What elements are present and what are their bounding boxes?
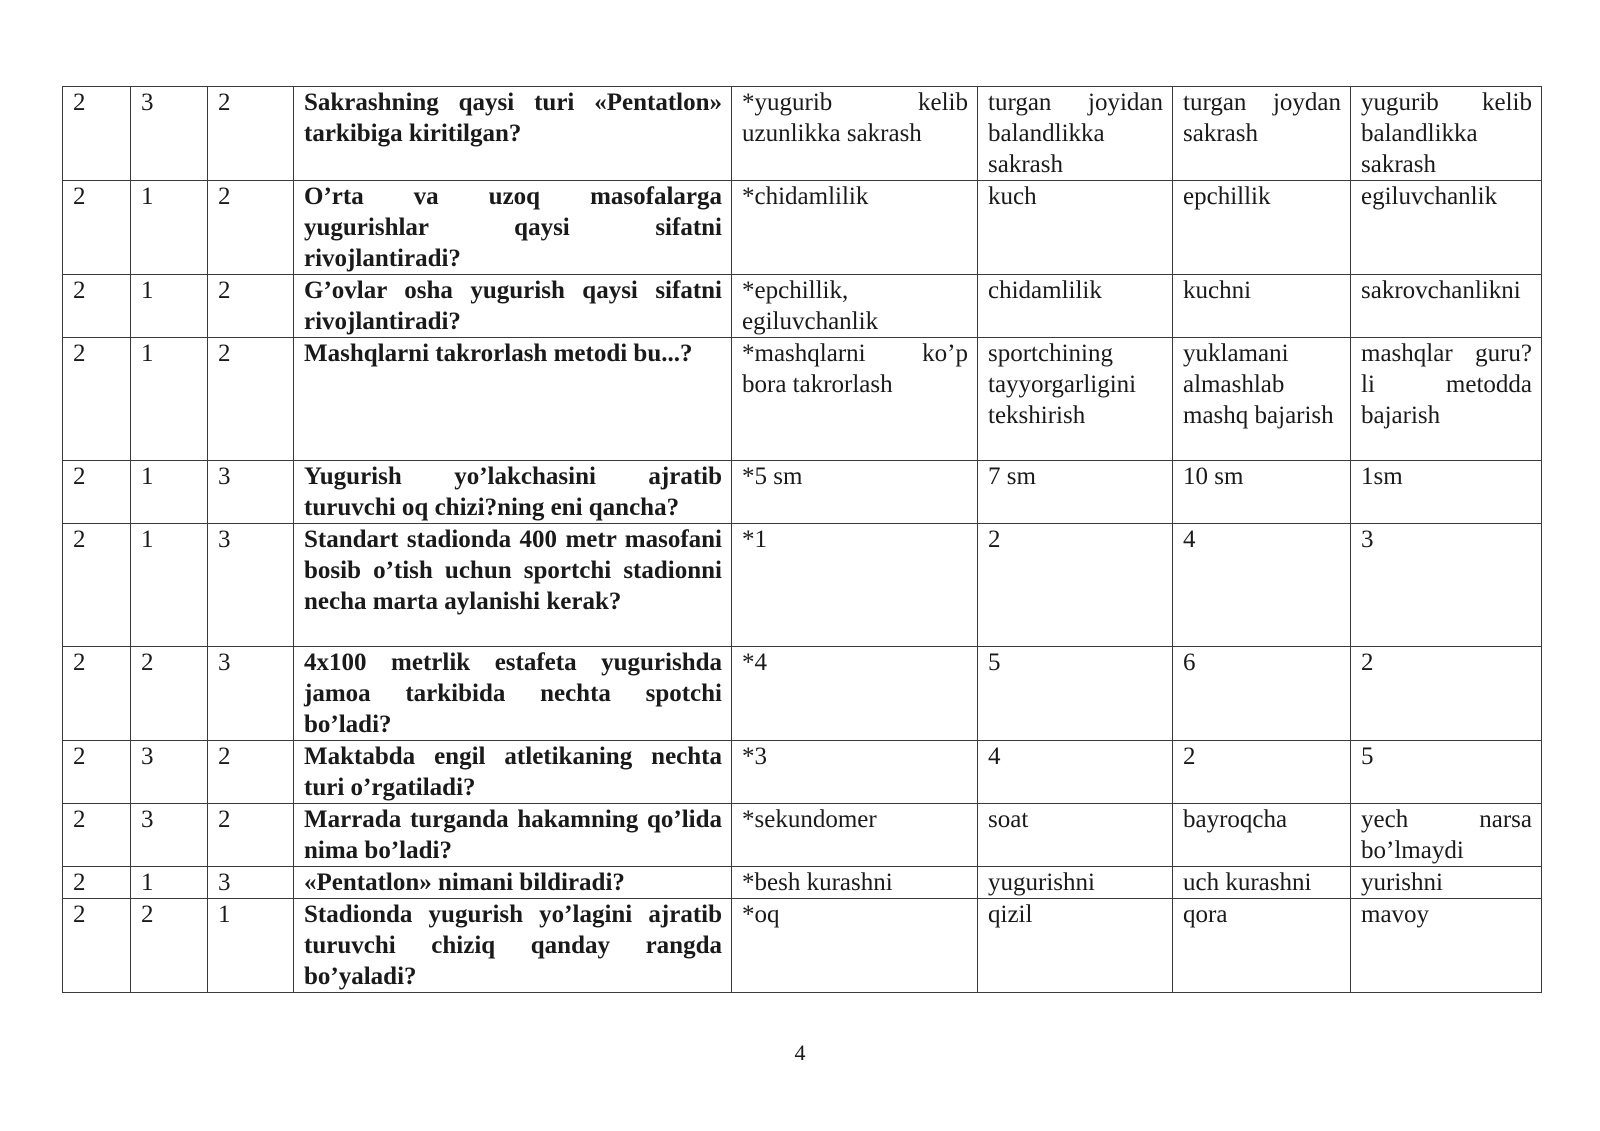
cell-col1: 2 — [63, 181, 131, 275]
answer-option-4: 5 — [1351, 741, 1542, 804]
page-number: 4 — [794, 1040, 806, 1065]
cell-col1: 2 — [63, 275, 131, 338]
answer-correct: *chidamlilik — [732, 181, 978, 275]
answer-option-2: qizil — [978, 899, 1173, 993]
quiz-table-body — [63, 87, 1542, 993]
answer-option-2: 4 — [978, 741, 1173, 804]
table-row — [63, 647, 1542, 741]
cell-col2: 2 — [131, 899, 208, 993]
cell-col3: 3 — [208, 867, 294, 899]
answer-option-3: bayroqcha — [1173, 804, 1351, 867]
question-cell: G’ovlar osha yugurish qaysi sifatni rivojlantiradi? — [294, 275, 732, 338]
answer-option-2: sportchining tayyorgarligini tekshirish — [978, 338, 1173, 461]
answer-option-3: yuklamani almashlab mashq bajarish — [1173, 338, 1351, 461]
answer-correct: *sekundomer — [732, 804, 978, 867]
answer-correct: *yugurib kelib uzunlikka sakrash — [732, 87, 978, 181]
answer-option-4: yech narsa bo’lmaydi — [1351, 804, 1542, 867]
cell-col2: 1 — [131, 524, 208, 647]
answer-option-4: sakrovchanlikni — [1351, 275, 1542, 338]
quiz-table — [62, 86, 1542, 993]
cell-col3: 2 — [208, 804, 294, 867]
question-cell: Maktabda engil atletikaning nechta turi o’rgatiladi? — [294, 741, 732, 804]
cell-col2: 1 — [131, 461, 208, 524]
answer-option-4: 2 — [1351, 647, 1542, 741]
cell-col1: 2 — [63, 647, 131, 741]
answer-correct: *1 — [732, 524, 978, 647]
answer-option-4: yugurib kelib balandlikka sakrash — [1351, 87, 1542, 181]
answer-option-3: kuchni — [1173, 275, 1351, 338]
table-row — [63, 181, 1542, 275]
cell-col2: 1 — [131, 275, 208, 338]
answer-option-4: egiluvchanlik — [1351, 181, 1542, 275]
answer-correct: *4 — [732, 647, 978, 741]
cell-col1: 2 — [63, 524, 131, 647]
answer-option-2: 2 — [978, 524, 1173, 647]
table-row — [63, 804, 1542, 867]
cell-col3: 3 — [208, 524, 294, 647]
answer-correct: *epchillik, egiluvchanlik — [732, 275, 978, 338]
answer-option-3: turgan joydan sakrash — [1173, 87, 1351, 181]
question-cell: Stadionda yugurish yo’lagini ajratib turuvchi chiziq qanday rangda bo’yaladi? — [294, 899, 732, 993]
cell-col3: 2 — [208, 87, 294, 181]
cell-col3: 2 — [208, 275, 294, 338]
cell-col1: 2 — [63, 338, 131, 461]
question-cell: Yugurish yo’lakchasini ajratib turuvchi oq chizi?ning eni qancha? — [294, 461, 732, 524]
answer-correct: *besh kurashni — [732, 867, 978, 899]
question-cell: 4x100 metrlik estafeta yugurishda jamoa tarkibida nechta spotchi bo’ladi? — [294, 647, 732, 741]
answer-correct: *mashqlarni ko’p bora takrorlash — [732, 338, 978, 461]
answer-option-2: yugurishni — [978, 867, 1173, 899]
answer-option-4: 1sm — [1351, 461, 1542, 524]
answer-option-3: qora — [1173, 899, 1351, 993]
answer-option-3: 6 — [1173, 647, 1351, 741]
answer-option-2: 7 sm — [978, 461, 1173, 524]
table-row — [63, 461, 1542, 524]
answer-option-3: 2 — [1173, 741, 1351, 804]
answer-option-3: 4 — [1173, 524, 1351, 647]
cell-col1: 2 — [63, 741, 131, 804]
cell-col3: 2 — [208, 338, 294, 461]
table-row — [63, 741, 1542, 804]
table-row — [63, 275, 1542, 338]
cell-col2: 3 — [131, 804, 208, 867]
question-cell: O’rta va uzoq masofalarga yugurishlar qaysi sifatni rivojlantiradi? — [294, 181, 732, 275]
question-cell: Mashqlarni takrorlash metodi bu...? — [294, 338, 732, 461]
answer-option-4: mavoy — [1351, 899, 1542, 993]
cell-col3: 3 — [208, 647, 294, 741]
cell-col3: 1 — [208, 899, 294, 993]
cell-col1: 2 — [63, 804, 131, 867]
table-row — [63, 87, 1542, 181]
answer-option-2: 5 — [978, 647, 1173, 741]
cell-col2: 2 — [131, 647, 208, 741]
answer-option-4: yurishni — [1351, 867, 1542, 899]
cell-col3: 3 — [208, 461, 294, 524]
cell-col2: 1 — [131, 867, 208, 899]
answer-option-3: 10 sm — [1173, 461, 1351, 524]
question-cell: Standart stadionda 400 metr masofani bosib o’tish uchun sportchi stadionni necha marta aylanishi kerak? — [294, 524, 732, 647]
answer-option-3: epchillik — [1173, 181, 1351, 275]
cell-col1: 2 — [63, 461, 131, 524]
cell-col1: 2 — [63, 899, 131, 993]
cell-col1: 2 — [63, 867, 131, 899]
cell-col2: 1 — [131, 338, 208, 461]
answer-option-4: 3 — [1351, 524, 1542, 647]
answer-option-2: turgan joyidan balandlikka sakrash — [978, 87, 1173, 181]
cell-col3: 2 — [208, 741, 294, 804]
cell-col2: 1 — [131, 181, 208, 275]
cell-col3: 2 — [208, 181, 294, 275]
answer-correct: *3 — [732, 741, 978, 804]
question-cell: Sakrashning qaysi turi «Pentatlon» tarkibiga kiritilgan? — [294, 87, 732, 181]
answer-option-2: soat — [978, 804, 1173, 867]
table-row — [63, 867, 1542, 899]
cell-col1: 2 — [63, 87, 131, 181]
answer-option-3: uch kurashni — [1173, 867, 1351, 899]
answer-correct: *oq — [732, 899, 978, 993]
table-row — [63, 899, 1542, 993]
cell-col2: 3 — [131, 741, 208, 804]
answer-option-2: kuch — [978, 181, 1173, 275]
question-cell: «Pentatlon» nimani bildiradi? — [294, 867, 732, 899]
answer-option-4: mashqlar guru? li metodda bajarish — [1351, 338, 1542, 461]
table-row — [63, 524, 1542, 647]
table-row — [63, 338, 1542, 461]
question-cell: Marrada turganda hakamning qo’lida nima bo’ladi? — [294, 804, 732, 867]
cell-col2: 3 — [131, 87, 208, 181]
answer-correct: *5 sm — [732, 461, 978, 524]
answer-option-2: chidamlilik — [978, 275, 1173, 338]
